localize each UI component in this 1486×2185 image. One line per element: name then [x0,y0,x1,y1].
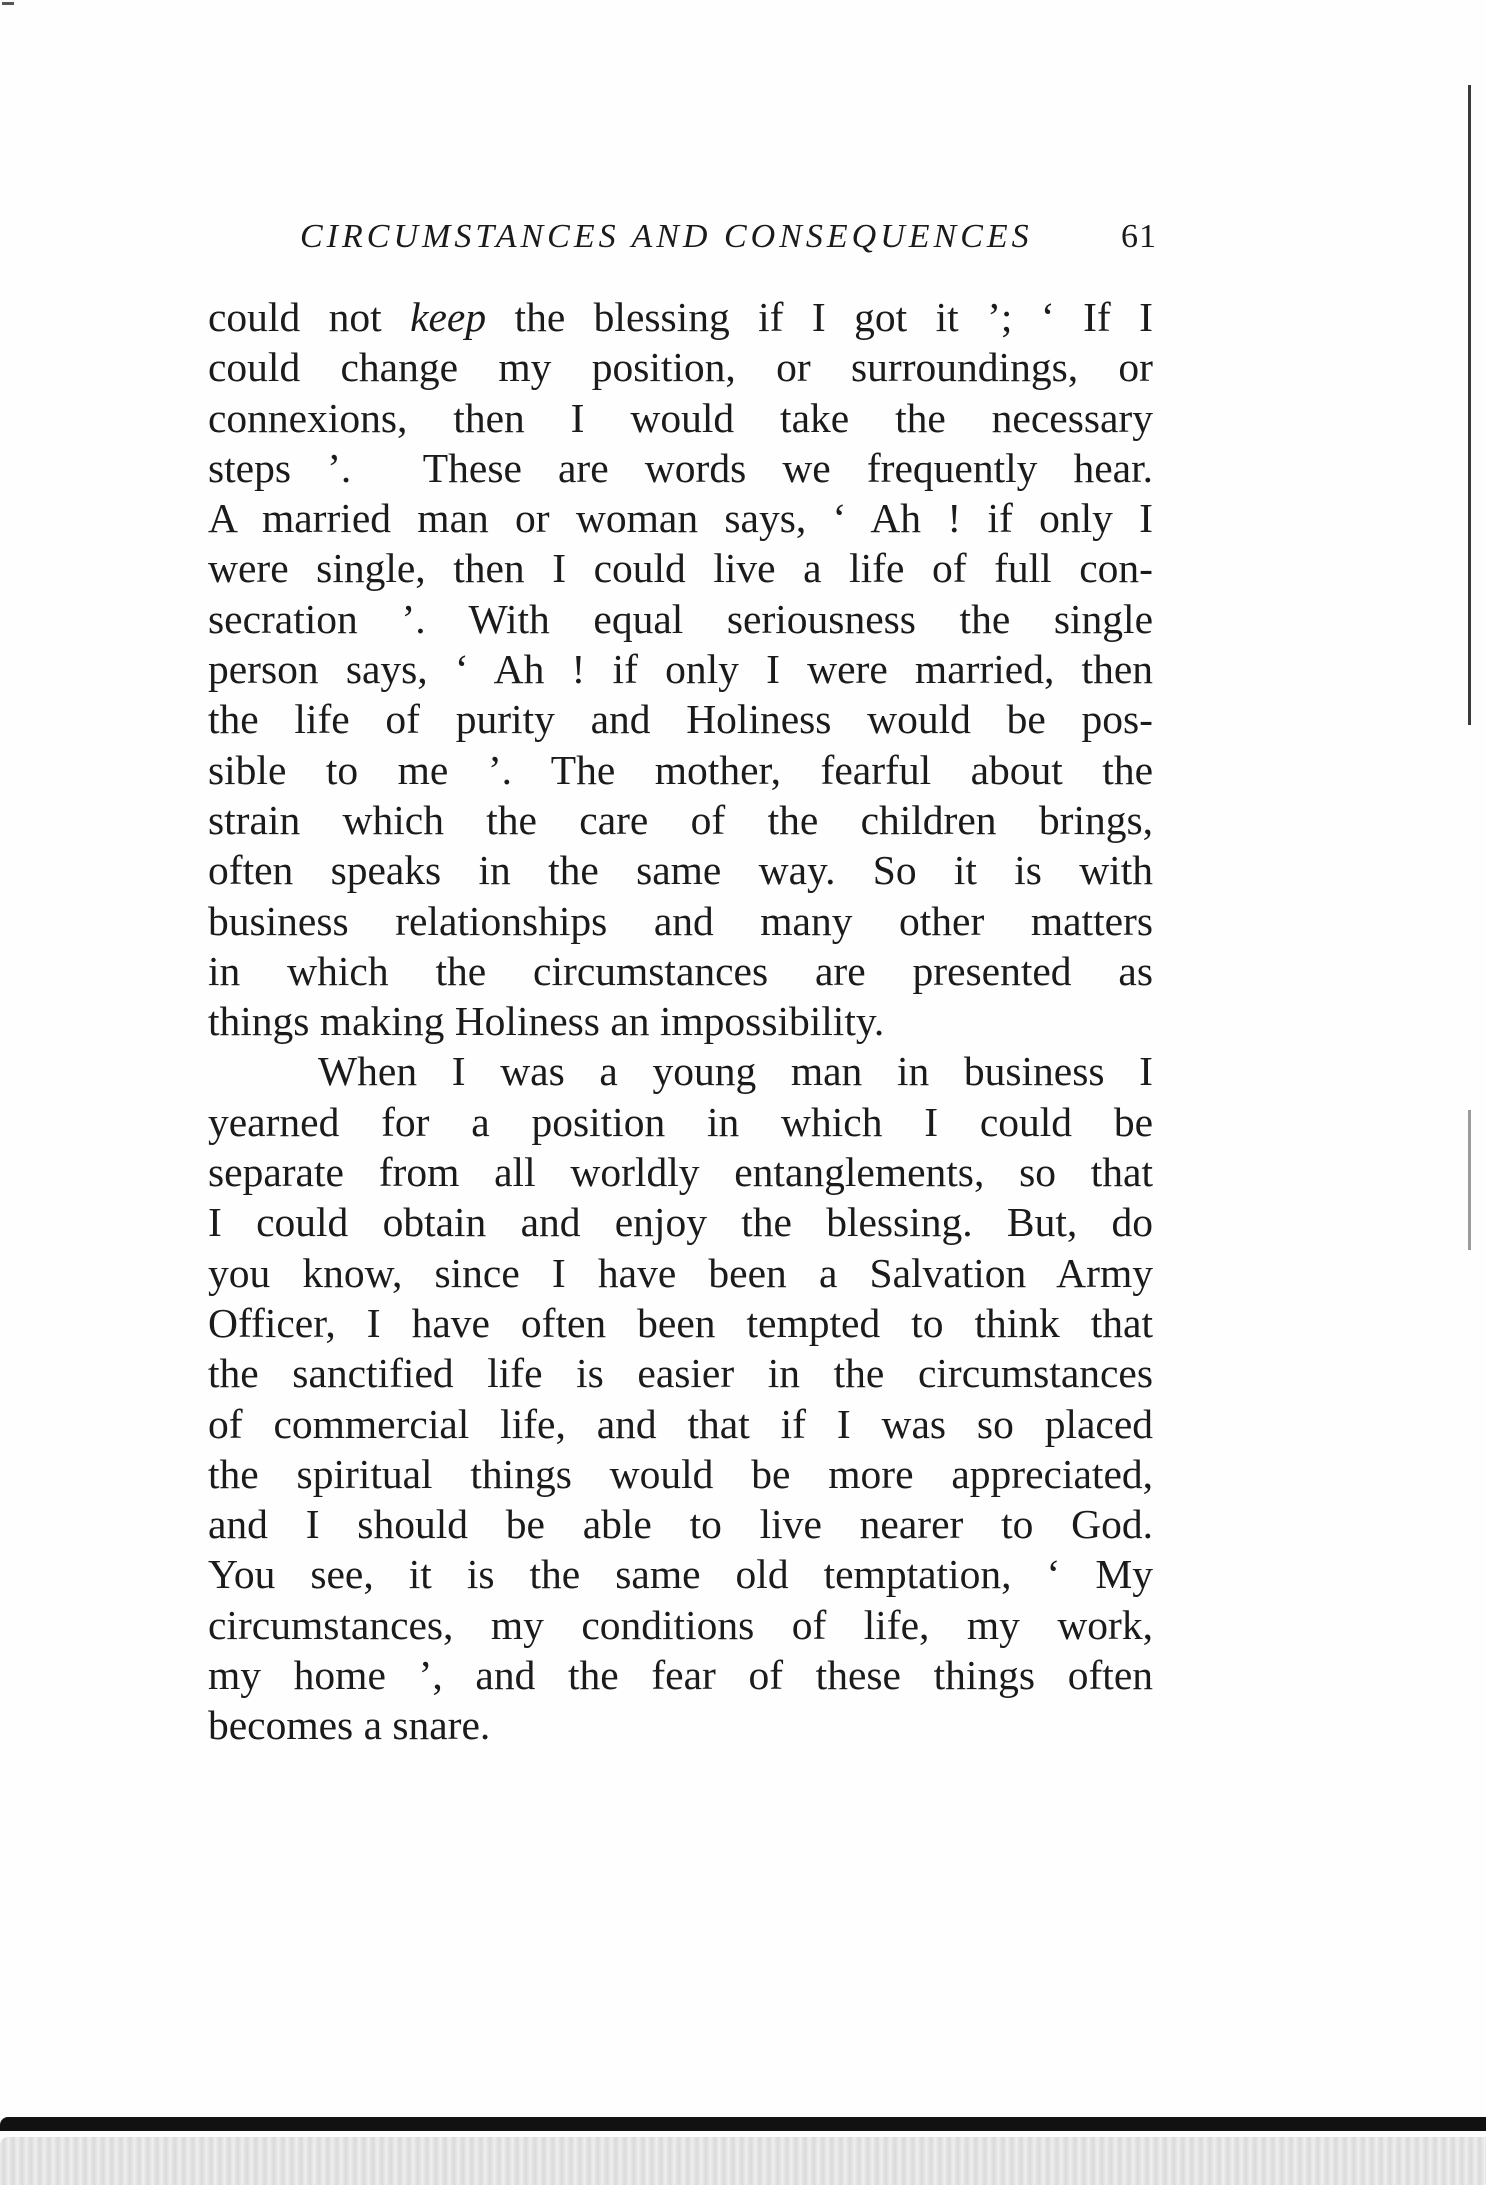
text-line [208,1147,1153,1197]
text-fragment: strain which the care of the children brings, [208,796,1153,843]
text-line [208,292,1153,342]
text-fragment: the sanctified life is easier in the circumstances [208,1350,1153,1397]
text-fragment: of commercial life, and that if I was so placed [208,1400,1153,1447]
text-fragment: could not [208,294,411,340]
text-fragment: the blessing if I got it ’; ‘ If I [486,294,1153,340]
text-fragment: business relationships and many other matters [208,897,1153,944]
text-line [208,1046,1153,1096]
emphasis-word: keep [410,294,487,340]
text-fragment: and I should be able to live nearer to God. [208,1501,1153,1548]
text-fragment: You see, it is the same old temptation, ‘ My [208,1551,1153,1598]
text-line [208,1549,1153,1599]
text-fragment: When I was a young man in business I [318,1048,1153,1095]
text-line [208,845,1153,895]
scan-edge-line-faint [1468,1110,1471,1250]
text-line [208,1600,1153,1650]
text-line [208,543,1153,593]
text-fragment: Officer, I have often been tempted to think that [208,1299,1153,1346]
text-fragment: could change my position, or surroundings, or [208,344,1153,391]
text-line [208,443,1153,493]
text-line [208,1650,1153,1700]
text-line [208,1298,1153,1348]
text-fragment: the spiritual things would be more appreciated, [208,1450,1153,1497]
text-fragment: connexions, then I would take the necessary [208,394,1153,441]
text-fragment: things making Holiness an impossibility. [208,998,885,1045]
text-line [208,1348,1153,1398]
text-line [208,1449,1153,1499]
text-line [208,1399,1153,1449]
text-fragment: becomes a snare. [208,1702,491,1749]
running-head [300,212,1175,262]
text-fragment: separate from all worldly entanglements, so that [208,1149,1153,1196]
text-fragment: secration ’. With equal seriousness the single [208,595,1153,642]
text-fragment: were single, then I could live a life of full con- [208,545,1153,592]
scan-corner-mark [2,2,14,5]
text-fragment: circumstances, my conditions of life, my work, [208,1601,1153,1648]
body-text [208,292,1153,1751]
text-fragment: you know, since I have been a Salvation Army [208,1249,1153,1296]
text-fragment: I could obtain and enjoy the blessing. But, do [208,1199,1153,1246]
text-fragment: steps ’. These are words we frequently hear. [208,444,1153,491]
text-line [208,342,1153,392]
text-line [208,694,1153,744]
scan-bottom-noise [0,2137,1486,2185]
text-line [208,745,1153,795]
text-fragment: yearned for a position in which I could be [208,1098,1153,1145]
text-fragment: A married man or woman says, ‘ Ah ! if only I [208,495,1153,542]
text-fragment: in which the circumstances are presented as [208,947,1153,994]
text-fragment: the life of purity and Holiness would be pos- [208,696,1153,743]
text-line [208,1197,1153,1247]
running-title: CIRCUMSTANCES AND CONSEQUENCES [300,218,1033,255]
scan-edge-line [1468,85,1471,725]
text-line [208,393,1153,443]
text-line [208,594,1153,644]
text-line [208,493,1153,543]
text-line [208,1097,1153,1147]
scan-bottom-border [0,2117,1486,2131]
text-fragment: my home ’, and the fear of these things often [208,1652,1153,1699]
text-line [208,795,1153,845]
text-line [208,896,1153,946]
page-number: 61 [1121,218,1157,255]
text-line [208,996,1153,1046]
text-line [208,1700,1153,1750]
text-fragment: person says, ‘ Ah ! if only I were married, then [208,646,1153,693]
text-line [208,1499,1153,1549]
text-fragment: sible to me ’. The mother, fearful about the [208,746,1153,793]
text-line [208,946,1153,996]
text-line [208,1248,1153,1298]
text-line [208,644,1153,694]
text-fragment: often speaks in the same way. So it is with [208,847,1153,894]
